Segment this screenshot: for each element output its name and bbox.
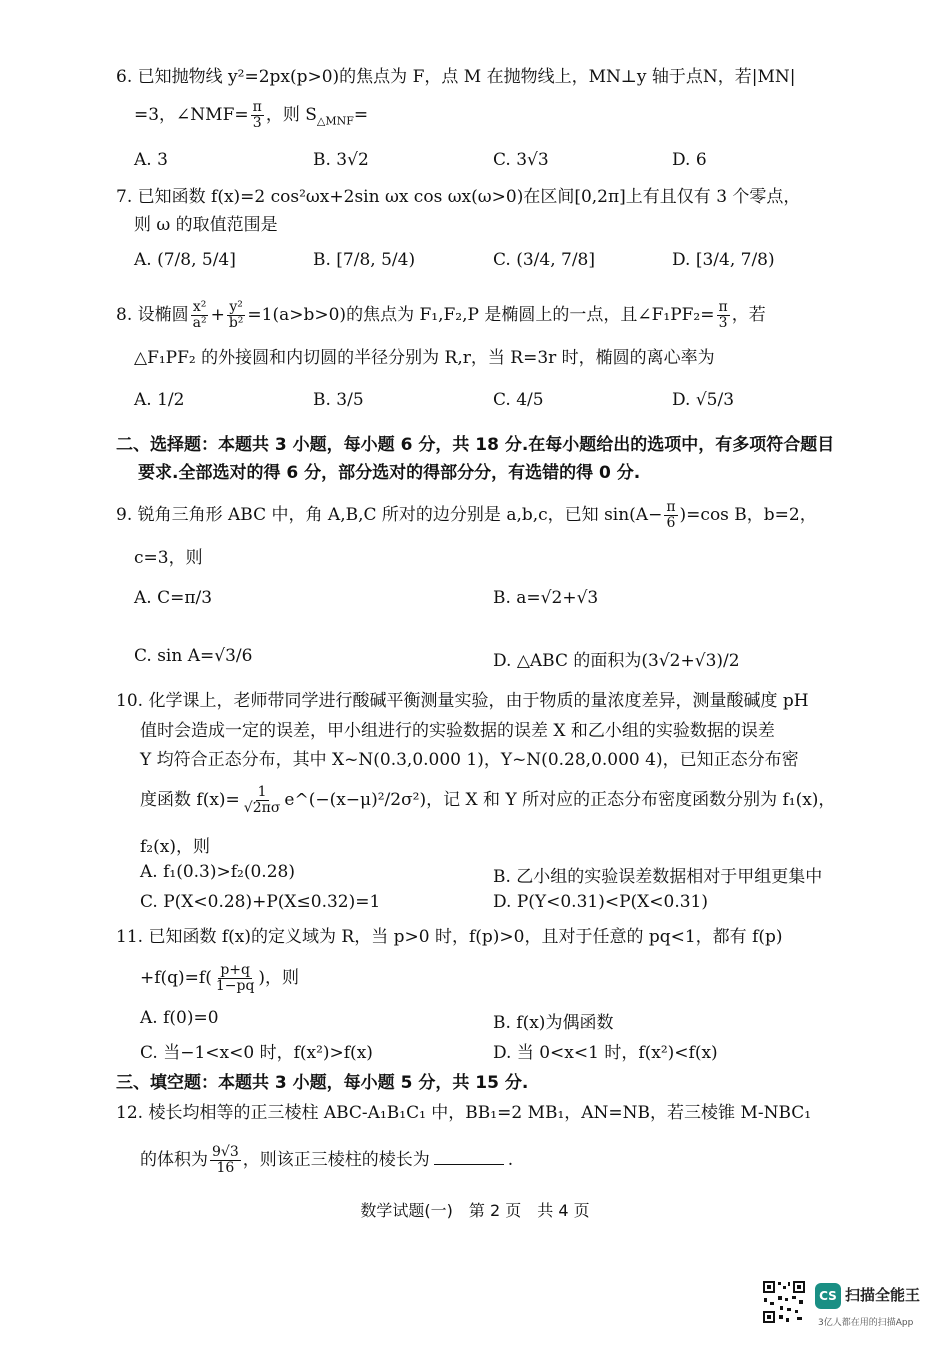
q7-option-c: C. (3/4, 7/8] [493,250,595,270]
q8-frac-y: $\frac{\text{y²}}{\text{b²}}$ [228,299,244,331]
q6-option-c: C. 3√3 [493,150,549,170]
q12-frac: $\frac{9√3}{16}$ [212,1144,239,1176]
q11-option-b: B. f(x)为偶函数 [493,1013,614,1033]
q8-line2: △F₁PF₂ 的外接圆和内切圆的半径分别为 R,r，当 R=3r 时，椭圆的离心率为 [134,348,715,368]
q11-frac: $\frac{p+q}{1-pq}$ [215,962,255,994]
q9-option-b: B. a=√2+√3 [493,588,599,608]
q9-frac-pi: $\frac{\pi}{6}$ [666,499,676,531]
q9-option-a: A. C=π/3 [134,588,213,608]
q11-option-d: D. 当 0<x<1 时，f(x²)<f(x) [493,1043,718,1063]
q7-option-a: A. (7/8, 5/4] [134,250,236,270]
qr-code-icon [762,1280,806,1324]
q7-line2: 则 ω 的取值范围是 [134,215,278,235]
q10-option-d: D. P(Y<0.31)<P(X<0.31) [493,892,708,912]
q8-option-a: A. 1/2 [134,390,185,410]
q7-option-b: B. [7/8, 5/4) [313,250,416,270]
q9-option-d: D. △ABC 的面积为(3√2+√3)/2 [493,651,740,671]
q10-frac: $\frac{1}{√2\pi\sigma}$ [243,784,281,816]
q8-option-c: C. 4/5 [493,390,544,410]
q7-line1: 7. 已知函数 f(x)=2 cos²ωx+2sin ωx cos ωx(ω>0)在区间[0,2π]上有且仅有 3 个零点， [116,187,801,207]
q6-line1: 6. 已知抛物线 y²=2px(p>0)的焦点为 F，点 M 在抛物线上，MN⊥y 轴于点N，若|MN| [116,67,796,87]
q10-line4: 度函数 f(x)= $\frac{1}{√2\pi\sigma}$ e^(−(x−μ)²/2σ²)，记 X 和 Y 所对应的正态分布密度函数分别为 f₁(x)， [140,784,836,816]
q6-option-b: B. 3√2 [313,150,369,170]
q10-line3: Y 均符合正态分布，其中 X~N(0.3,0.000 1)，Y~N(0.28,0.000 4)，已知正态分布密 [140,750,799,770]
q8-option-d: D. √5/3 [672,390,735,410]
q6-line2: =3，∠NMF= $\frac{\pi}{3}$ ，则 $S_{\triangle MNF}=$ [134,99,369,131]
scanner-title: 扫描全能王 [845,1286,921,1304]
q10-option-b: B. 乙小组的实验误差数据相对于甲组更集中 [493,867,823,887]
q12-line2: 的体积为 $\frac{9√3}{16}$ ，则该正三棱柱的棱长为 . [140,1144,514,1176]
q8-line1: 8. 设椭圆 $\frac{\text{x²}}{\text{a²}}$ + $\frac{\text{y²}}{\text{b²}}$ =1(a>b>0)的焦点为 F₁,F₂,P 是椭圆上的一点，且∠F₁PF₂= $\frac{\pi}{3}$ ，若 [116,299,766,331]
q10-line5: f₂(x)，则 [140,837,210,857]
q11-line1: 11. 已知函数 f(x)的定义域为 R，当 p>0 时，f(p)>0，且对于任意的 pq<1，都有 f(p) [116,927,783,947]
q10-option-c: C. P(X<0.28)+P(X≤0.32)=1 [140,892,381,912]
section2-line2: 要求.全部选对的得 6 分，部分选对的得部分分，有选错的得 0 分. [138,463,641,483]
answer-blank [434,1164,504,1165]
page-footer: 数学试题(一) 第 2 页 共 4 页 [360,1201,590,1220]
q12-line1: 12. 棱长均相等的正三棱柱 ABC-A₁B₁C₁ 中，BB₁=2 MB₁，AN=NB，若三棱锥 M-NBC₁ [116,1103,812,1123]
q9-line2: c=3，则 [134,548,203,568]
section3-heading: 三、填空题：本题共 3 小题，每小题 5 分，共 15 分. [116,1073,529,1093]
q11-option-c: C. 当−1<x<0 时，f(x²)>f(x) [140,1043,373,1063]
q8-frac-x: $\frac{\text{x²}}{\text{a²}}$ [192,299,207,331]
scanner-logo-icon: CS [815,1283,841,1309]
q6-frac: $\frac{\pi}{3}$ [252,99,262,131]
q8-frac-pi: $\frac{\pi}{3}$ [718,299,728,331]
q6-option-d: D. 6 [672,150,707,170]
section2-line1: 二、选择题：本题共 3 小题，每小题 6 分，共 18 分.在每小题给出的选项中，有多项符合题目 [116,435,835,455]
q6-option-a: A. 3 [134,150,168,170]
q10-line1: 10. 化学课上，老师带同学进行酸碱平衡测量实验，由于物质的量浓度差异，测量酸碱度 pH [116,691,809,711]
scanner-subtitle: 3亿人都在用的扫描App [818,1318,914,1328]
q10-option-a: A. f₁(0.3)>f₂(0.28) [140,862,295,882]
q10-line2: 值时会造成一定的误差，甲小组进行的实验数据的误差 X 和乙小组的实验数据的误差 [140,721,775,741]
q7-option-d: D. [3/4, 7/8) [672,250,775,270]
q9-line1: 9. 锐角三角形 ABC 中，角 A,B,C 所对的边分别是 a,b,c，已知 sin(A− $\frac{\pi}{6}$ )=cos B，b=2， [116,499,817,531]
q9-option-c: C. sin A=√3/6 [134,646,253,666]
q11-option-a: A. f(0)=0 [140,1008,219,1028]
q8-option-b: B. 3/5 [313,390,364,410]
q11-line2: +f(q)=f( $\frac{p+q}{1-pq}$ )，则 [140,962,300,994]
